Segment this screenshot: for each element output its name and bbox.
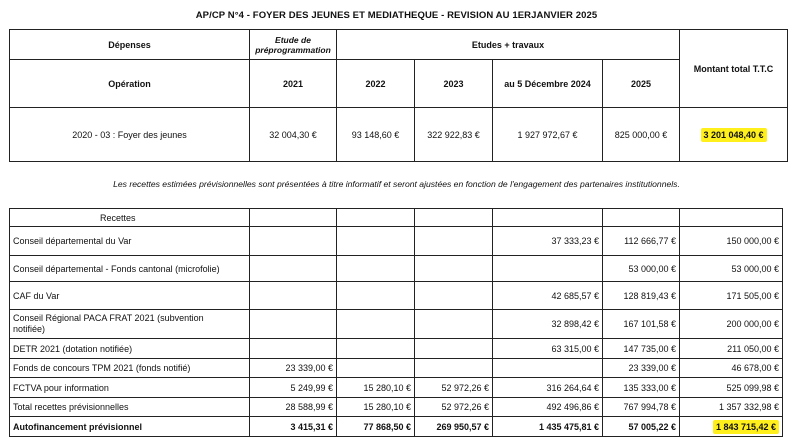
total-cell: 15 280,10 € [337,398,415,417]
revenues-header: Recettes [10,209,250,227]
revenue-cell [415,310,493,339]
revenue-cell [415,227,493,256]
autofinancement-cell: 3 415,31 € [250,417,337,437]
header-depenses: Dépenses [10,30,250,60]
year-2025: 2025 [603,60,680,108]
total-cell: 767 994,78 € [603,398,680,417]
year-2022: 2022 [337,60,415,108]
revenue-label: Conseil départemental - Fonds cantonal (microfolie) [10,256,250,282]
revenue-cell [250,310,337,339]
revenue-cell [250,256,337,282]
revenue-cell [493,359,603,378]
revenue-cell: 316 264,64 € [493,378,603,398]
revenue-cell: 53 000,00 € [680,256,783,282]
revenues-table [9,208,783,437]
expense-total-cell [680,108,788,162]
autofinancement-cell: 77 868,50 € [337,417,415,437]
revenue-cell [337,256,415,282]
total-label: Total recettes prévisionnelles [10,398,250,417]
revenue-cell: 200 000,00 € [680,310,783,339]
revenue-cell [337,310,415,339]
revenue-cell: 63 315,00 € [493,339,603,359]
year-2021: 2021 [250,60,337,108]
total-cell: 52 972,26 € [415,398,493,417]
revenue-cell [337,339,415,359]
operation-label: 2020 - 03 : Foyer des jeunes [10,108,250,162]
revenue-cell: 128 819,43 € [603,282,680,310]
year-2023: 2023 [415,60,493,108]
revenue-cell: 135 333,00 € [603,378,680,398]
autofinancement-total: 1 843 715,42 € [713,420,779,434]
revenue-cell: 211 050,00 € [680,339,783,359]
revenue-cell: 15 280,10 € [337,378,415,398]
revenue-cell: 5 249,99 € [250,378,337,398]
revenue-cell: 171 505,00 € [680,282,783,310]
revenue-cell [250,339,337,359]
revenue-cell: 23 339,00 € [603,359,680,378]
header-total: Montant total T.T.C [680,30,788,108]
revenue-cell [250,227,337,256]
revenue-label-cont: notifiée) [13,324,46,334]
revenue-cell [250,282,337,310]
revenue-cell: 167 101,58 € [603,310,680,339]
expense-value: 322 922,83 € [415,108,493,162]
revenue-cell: 112 666,77 € [603,227,680,256]
header-etude: Etude de préprogrammation [250,30,337,60]
header-etudes-travaux: Etudes + travaux [337,30,680,60]
revenue-cell: 52 972,26 € [415,378,493,398]
year-2024: au 5 Décembre 2024 [493,60,603,108]
total-cell: 28 588,99 € [250,398,337,417]
revenue-cell [415,339,493,359]
revenue-cell [337,359,415,378]
expense-value: 32 004,30 € [250,108,337,162]
revenue-label-cell [10,310,250,339]
revenue-label: FCTVA pour information [10,378,250,398]
revenue-cell: 32 898,42 € [493,310,603,339]
header-operation: Opération [10,60,250,108]
disclaimer-note: Les recettes estimées prévisionnelles sont présentées à titre informatif et seront ajustées en fonction de l'engagement des partenaires institutionnels. [113,179,680,189]
expenses-table [9,29,788,162]
expense-total: 3 201 048,40 € [701,128,767,142]
document-title: AP/CP N°4 - FOYER DES JEUNES ET MEDIATHEQUE - REVISION AU 1ERJANVIER 2025 [195,10,598,21]
revenue-label: Conseil départemental du Var [10,227,250,256]
expense-value: 825 000,00 € [603,108,680,162]
revenue-cell: 46 678,00 € [680,359,783,378]
autofinancement-label: Autofinancement prévisionnel [10,417,250,437]
revenue-cell: 525 099,98 € [680,378,783,398]
revenue-label: Fonds de concours TPM 2021 (fonds notifié) [10,359,250,378]
autofinancement-cell: 1 435 475,81 € [493,417,603,437]
revenue-cell: 147 735,00 € [603,339,680,359]
autofinancement-cell: 269 950,57 € [415,417,493,437]
total-cell: 1 357 332,98 € [680,398,783,417]
revenue-label: CAF du Var [10,282,250,310]
autofinancement-total-cell [680,417,783,437]
revenue-cell: 150 000,00 € [680,227,783,256]
revenue-cell [337,282,415,310]
total-cell: 492 496,86 € [493,398,603,417]
revenue-cell [415,282,493,310]
autofinancement-cell: 57 005,22 € [603,417,680,437]
expense-value: 1 927 972,67 € [493,108,603,162]
revenue-cell [415,256,493,282]
expense-value: 93 148,60 € [337,108,415,162]
revenue-label: DETR 2021 (dotation notifiée) [10,339,250,359]
revenue-cell [415,359,493,378]
revenue-cell: 23 339,00 € [250,359,337,378]
revenue-cell [337,227,415,256]
revenue-cell: 42 685,57 € [493,282,603,310]
revenue-cell [493,256,603,282]
revenue-cell: 53 000,00 € [603,256,680,282]
revenue-label: Conseil Régional PACA FRAT 2021 (subvention [13,313,204,323]
revenue-cell: 37 333,23 € [493,227,603,256]
